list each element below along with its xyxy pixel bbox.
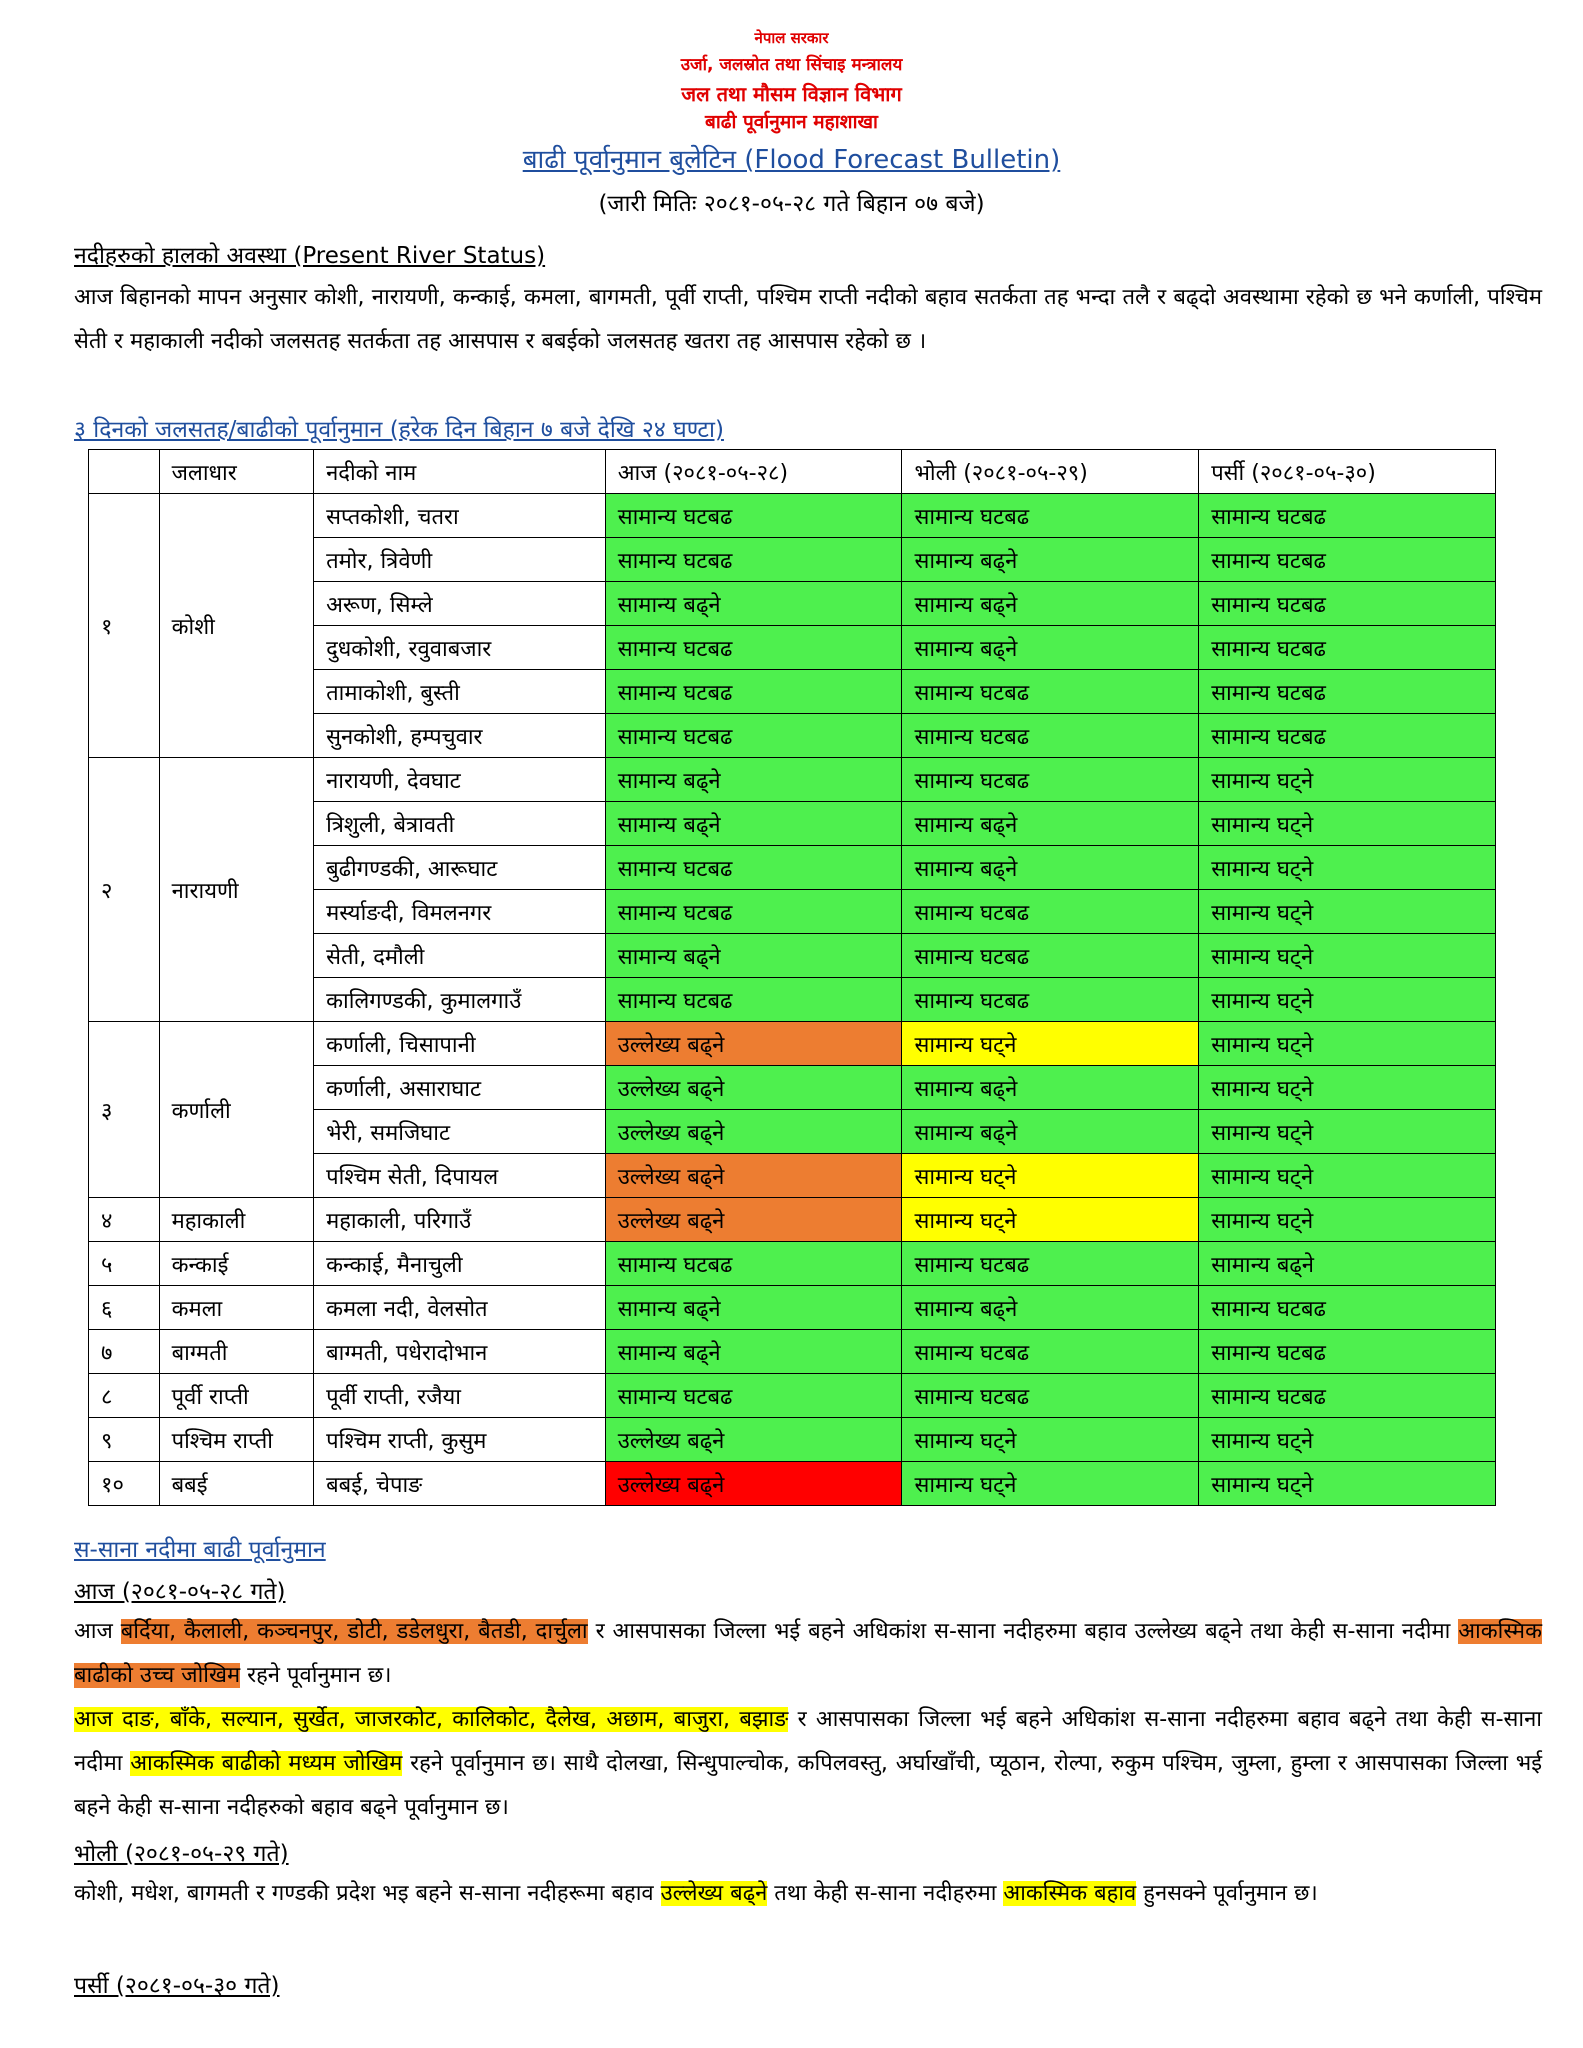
table-header-row: [89, 450, 1496, 494]
forecast-tomorrow: सामान्य बढ्ने: [902, 1066, 1199, 1110]
day-after-label: पर्सी (२०८१-०५-३० गते): [74, 1973, 280, 1999]
tomorrow-mid: तथा केही स-साना नदीहरुमा: [767, 1881, 1004, 1906]
forecast-tomorrow: सामान्य घटबढ: [902, 758, 1199, 802]
forecast-day-after: सामान्य घट्ने: [1199, 1198, 1496, 1242]
today-p2-medium-risk: आकस्मिक बाढीको मध्यम जोखिम: [130, 1751, 403, 1776]
forecast-today: सामान्य घटबढ: [605, 714, 902, 758]
forecast-today: सामान्य घटबढ: [605, 1242, 902, 1286]
forecast-today: सामान्य घटबढ: [605, 494, 902, 538]
river-station: सप्तकोशी, चतरा: [314, 494, 606, 538]
river-station: सेती, दमौली: [314, 934, 606, 978]
forecast-today: सामान्य घटबढ: [605, 626, 902, 670]
forecast-today: सामान्य बढ्ने: [605, 802, 902, 846]
present-status-text: आज बिहानको मापन अनुसार कोशी, नारायणी, कन्काई, कमला, बागमती, पूर्वी राप्ती, पश्चिम राप्ती नदीको बहाव सतर्कता तह भन्दा तलै र बढ्दो अवस्थामा रहेको छ भने कर्णाली, पश्चिम सेती र महाकाली नदीको जलसतह सतर्कता तह आसपास र बबईको जलसतह खतरा तह आसपास रहेको छ ।: [74, 285, 1542, 354]
forecast-day-after: सामान्य घट्ने: [1199, 846, 1496, 890]
forecast-today: सामान्य घटबढ: [605, 978, 902, 1022]
forecast-today: सामान्य घटबढ: [605, 538, 902, 582]
river-station: कमला नदी, वेलसोत: [314, 1286, 606, 1330]
forecast-today: उल्लेख्य बढ्ने: [605, 1022, 902, 1066]
basin-number: १०: [89, 1462, 160, 1506]
header-today: आज (२०८१-०५-२८): [605, 450, 902, 494]
basin-number: ३: [89, 1022, 160, 1198]
basin-name: कर्णाली: [159, 1022, 314, 1198]
forecast-tomorrow: सामान्य बढ्ने: [902, 1286, 1199, 1330]
forecast-day-after: सामान्य घटबढ: [1199, 538, 1496, 582]
basin-number: ८: [89, 1374, 160, 1418]
forecast-heading: ३ दिनको जलसतह/बाढीको पूर्वानुमान (हरेक दिन बिहान ७ बजे देखि २४ घण्टा): [74, 417, 724, 443]
tomorrow-paragraph: [74, 1872, 1542, 1916]
forecast-day-after: सामान्य घटबढ: [1199, 1374, 1496, 1418]
basin-name: कन्काई: [159, 1242, 314, 1286]
small-rivers-heading: स-साना नदीमा बाढी पूर्वानुमान: [74, 1537, 326, 1563]
forecast-tomorrow: सामान्य घटबढ: [902, 1242, 1199, 1286]
tomorrow-flash-flow: आकस्मिक बहाव: [1003, 1881, 1137, 1906]
forecast-tomorrow: सामान्य घट्ने: [902, 1022, 1199, 1066]
forecast-today: उल्लेख्य बढ्ने: [605, 1154, 902, 1198]
forecast-today: उल्लेख्य बढ्ने: [605, 1462, 902, 1506]
forecast-today: सामान्य बढ्ने: [605, 1286, 902, 1330]
forecast-table: [88, 449, 1496, 1506]
forecast-tomorrow: सामान्य बढ्ने: [902, 1110, 1199, 1154]
river-station: अरूण, सिम्ले: [314, 582, 606, 626]
table-row: [89, 758, 1496, 802]
forecast-tomorrow: सामान्य घट्ने: [902, 1198, 1199, 1242]
forecast-tomorrow: सामान्य बढ्ने: [902, 626, 1199, 670]
river-station: कालिगण्डकी, कुमालगाउँ: [314, 978, 606, 1022]
table-row: [89, 494, 1496, 538]
river-station: भेरी, समजिघाट: [314, 1110, 606, 1154]
basin-name: कमला: [159, 1286, 314, 1330]
department-line: जल तथा मौसम विज्ञान विभाग: [681, 82, 902, 106]
forecast-tomorrow: सामान्य घट्ने: [902, 1418, 1199, 1462]
forecast-day-after: सामान्य घट्ने: [1199, 1110, 1496, 1154]
forecast-day-after: सामान्य बढ्ने: [1199, 1242, 1496, 1286]
forecast-day-after: सामान्य घटबढ: [1199, 582, 1496, 626]
forecast-tomorrow: सामान्य घट्ने: [902, 1154, 1199, 1198]
bulletin-title: बाढी पूर्वानुमान बुलेटिन (Flood Forecast Bulletin): [522, 145, 1061, 175]
basin-name: महाकाली: [159, 1198, 314, 1242]
forecast-tomorrow: सामान्य घटबढ: [902, 494, 1199, 538]
river-station: दुधकोशी, रवुवाबजार: [314, 626, 606, 670]
basin-name: कोशी: [159, 494, 314, 758]
table-row: [89, 1374, 1496, 1418]
forecast-today: सामान्य बढ्ने: [605, 758, 902, 802]
forecast-tomorrow: सामान्य घटबढ: [902, 714, 1199, 758]
river-station: सुनकोशी, हम्पचुवार: [314, 714, 606, 758]
river-station: महाकाली, परिगाउँ: [314, 1198, 606, 1242]
table-row: [89, 1418, 1496, 1462]
forecast-day-after: सामान्य घट्ने: [1199, 1154, 1496, 1198]
forecast-day-after: सामान्य घट्ने: [1199, 1022, 1496, 1066]
river-station: बुढीगण्डकी, आरूघाट: [314, 846, 606, 890]
river-station: त्रिशुली, बेत्रावती: [314, 802, 606, 846]
forecast-day-after: सामान्य घटबढ: [1199, 1330, 1496, 1374]
river-station: बाग्मती, पधेरादोभान: [314, 1330, 606, 1374]
forecast-tomorrow: सामान्य घटबढ: [902, 670, 1199, 714]
forecast-day-after: सामान्य घटबढ: [1199, 1286, 1496, 1330]
forecast-today: उल्लेख्य बढ्ने: [605, 1418, 902, 1462]
table-row: [89, 1462, 1496, 1506]
forecast-day-after: सामान्य घट्ने: [1199, 1462, 1496, 1506]
header-number: [89, 450, 160, 494]
forecast-day-after: सामान्य घट्ने: [1199, 1418, 1496, 1462]
tomorrow-label: भोली (२०८१-०५-२९ गते): [74, 1841, 289, 1867]
today-p1-post: रहने पूर्वानुमान छ।: [240, 1663, 392, 1688]
forecast-tomorrow: सामान्य बढ्ने: [902, 538, 1199, 582]
forecast-day-after: सामान्य घटबढ: [1199, 626, 1496, 670]
forecast-today: सामान्य घटबढ: [605, 1374, 902, 1418]
today-paragraph-1: [74, 1610, 1542, 1698]
basin-name: बाग्मती: [159, 1330, 314, 1374]
basin-name: नारायणी: [159, 758, 314, 1022]
tomorrow-significant-rise: उल्लेख्य बढ्ने: [660, 1881, 768, 1906]
forecast-day-after: सामान्य घट्ने: [1199, 934, 1496, 978]
forecast-tomorrow: सामान्य बढ्ने: [902, 802, 1199, 846]
today-p1-districts-high: बर्दिया, कैलाली, कञ्चनपुर, डोटी, डडेलधुरा, बैतडी, दार्चुला: [120, 1619, 588, 1644]
basin-name: बबई: [159, 1462, 314, 1506]
basin-number: २: [89, 758, 160, 1022]
river-station: कर्णाली, असाराघाट: [314, 1066, 606, 1110]
forecast-today: सामान्य बढ्ने: [605, 1330, 902, 1374]
forecast-today: सामान्य घटबढ: [605, 846, 902, 890]
basin-number: ६: [89, 1286, 160, 1330]
forecast-day-after: सामान्य घटबढ: [1199, 670, 1496, 714]
forecast-day-after: सामान्य घटबढ: [1199, 714, 1496, 758]
division-line: बाढी पूर्वानुमान महाशाखा: [705, 111, 878, 133]
present-status-heading: नदीहरुको हालको अवस्था (Present River Status): [74, 243, 546, 269]
river-station: कर्णाली, चिसापानी: [314, 1022, 606, 1066]
forecast-today: उल्लेख्य बढ्ने: [605, 1198, 902, 1242]
river-station: पश्चिम राप्ती, कुसुम: [314, 1418, 606, 1462]
header-basin: जलाधार: [159, 450, 314, 494]
forecast-today: सामान्य घटबढ: [605, 670, 902, 714]
forecast-tomorrow: सामान्य घटबढ: [902, 1374, 1199, 1418]
forecast-tomorrow: सामान्य घटबढ: [902, 934, 1199, 978]
forecast-day-after: सामान्य घटबढ: [1199, 494, 1496, 538]
today-p1-high-risk: आकस्मिक बाढीको उच्च जोखिम: [74, 1619, 1542, 1688]
basin-name: पश्चिम राप्ती: [159, 1418, 314, 1462]
basin-number: ४: [89, 1198, 160, 1242]
forecast-day-after: सामान्य घट्ने: [1199, 1066, 1496, 1110]
table-row: [89, 1022, 1496, 1066]
forecast-tomorrow: सामान्य घटबढ: [902, 1330, 1199, 1374]
river-station: पश्चिम सेती, दिपायल: [314, 1154, 606, 1198]
today-p2-post: रहने पूर्वानुमान छ। साथै दोलखा, सिन्धुपाल्चोक, कपिलवस्तु, अर्घाखाँची, प्यूठान, रोल्पा, रुकुम पश्चिम, जुम्ला, हुम्ला र आसपासका जिल्ला भई बहने केही स-साना नदीहरुको बहाव बढ्ने पूर्वानुमान छ।: [74, 1751, 1543, 1820]
basin-number: ५: [89, 1242, 160, 1286]
forecast-day-after: सामान्य घट्ने: [1199, 890, 1496, 934]
river-station: तामाकोशी, बुस्ती: [314, 670, 606, 714]
forecast-today: सामान्य घटबढ: [605, 890, 902, 934]
basin-number: १: [89, 494, 160, 758]
forecast-day-after: सामान्य घट्ने: [1199, 758, 1496, 802]
river-station: बबई, चेपाङ: [314, 1462, 606, 1506]
river-station: नारायणी, देवघाट: [314, 758, 606, 802]
table-row: [89, 1286, 1496, 1330]
forecast-today: सामान्य बढ्ने: [605, 934, 902, 978]
forecast-today: उल्लेख्य बढ्ने: [605, 1110, 902, 1154]
forecast-day-after: सामान्य घट्ने: [1199, 802, 1496, 846]
govt-line: नेपाल सरकार: [754, 29, 829, 47]
header-river: नदीको नाम: [314, 450, 606, 494]
table-row: [89, 1242, 1496, 1286]
today-p2-mid: र आसपासका जिल्ला भई बहने अधिकांश स-साना नदीहरुमा बहाव बढ्ने तथा केही स-साना नदीमा: [74, 1707, 1543, 1776]
tomorrow-post: हुनसक्ने पूर्वानुमान छ।: [1136, 1881, 1318, 1906]
forecast-tomorrow: सामान्य बढ्ने: [902, 846, 1199, 890]
today-p1-pre: आज: [74, 1619, 121, 1644]
table-row: [89, 1198, 1496, 1242]
forecast-tomorrow: सामान्य घट्ने: [902, 1462, 1199, 1506]
today-label: आज (२०८१-०५-२८ गते): [74, 1579, 286, 1605]
today-p2-districts-medium: आज दाङ, बाँके, सल्यान, सुर्खेत, जाजरकोट, कालिकोट, दैलेख, अछाम, बाजुरा, बझाङ: [74, 1707, 789, 1732]
river-station: पूर्वी राप्ती, रजैया: [314, 1374, 606, 1418]
forecast-tomorrow: सामान्य घटबढ: [902, 890, 1199, 934]
header-day-after: पर्सी (२०८१-०५-३०): [1199, 450, 1496, 494]
today-paragraph-2: [74, 1698, 1542, 1830]
forecast-tomorrow: सामान्य घटबढ: [902, 978, 1199, 1022]
forecast-tomorrow: सामान्य बढ्ने: [902, 582, 1199, 626]
table-row: [89, 1330, 1496, 1374]
issue-date: (जारी मितिः २०८१-०५-२८ गते बिहान ०७ बजे): [598, 191, 985, 217]
today-p1-mid: र आसपासका जिल्ला भई बहने अधिकांश स-साना नदीहरुमा बहाव उल्लेख्य बढ्ने तथा केही स-साना नदीमा: [587, 1619, 1459, 1644]
ministry-line: उर्जा, जलस्रोत तथा सिंचाइ मन्त्रालय: [680, 55, 903, 75]
river-station: मर्स्याङदी, विमलनगर: [314, 890, 606, 934]
forecast-today: सामान्य बढ्ने: [605, 582, 902, 626]
basin-number: ७: [89, 1330, 160, 1374]
tomorrow-pre: कोशी, मधेश, बागमती र गण्डकी प्रदेश भइ बहने स-साना नदीहरूमा बहाव: [74, 1881, 661, 1906]
basin-name: पूर्वी राप्ती: [159, 1374, 314, 1418]
header-tomorrow: भोली (२०८१-०५-२९): [902, 450, 1199, 494]
basin-number: ९: [89, 1418, 160, 1462]
river-station: तमोर, त्रिवेणी: [314, 538, 606, 582]
forecast-day-after: सामान्य घट्ने: [1199, 978, 1496, 1022]
river-station: कन्काई, मैनाचुली: [314, 1242, 606, 1286]
forecast-today: उल्लेख्य बढ्ने: [605, 1066, 902, 1110]
